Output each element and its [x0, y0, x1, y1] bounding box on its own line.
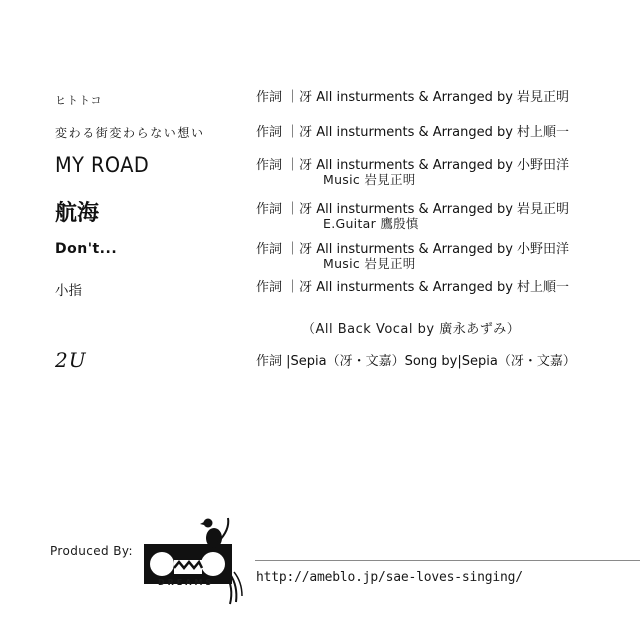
track-title: MY ROAD	[55, 153, 150, 177]
website-link[interactable]: http://ameblo.jp/sae-loves-singing/	[256, 570, 523, 585]
track-sub-credit: Music 岩見正明	[323, 256, 416, 271]
track-credit: 作詞 ｜冴 All insturments & Arranged by 村上順一	[256, 125, 570, 140]
track-credit: 作詞 |Sepia（冴・文嘉）Song by|Sepia（冴・文嘉）	[256, 354, 576, 369]
track-credit: 作詞 ｜冴 All insturments & Arranged by 岩見正明	[256, 202, 570, 217]
track-sub-credit: Music 岩見正明	[323, 172, 416, 187]
track-title: 小指	[55, 283, 82, 299]
track-title: 変わる街変わらない想い	[55, 126, 205, 140]
track-sub-credit: E.Guitar 鷹殷慎	[323, 216, 419, 231]
track-title: 航海	[55, 201, 100, 226]
logo-wordmark: DREAMS	[158, 578, 215, 587]
track-credit: 作詞 ｜冴 All insturments & Arranged by 村上順一	[256, 280, 570, 295]
track-row	[0, 350, 640, 390]
track-title: Don't...	[55, 241, 118, 257]
divider	[255, 560, 640, 561]
back-vocal-credit: （All Back Vocal by 廣永あずみ）	[302, 322, 521, 337]
track-row	[0, 279, 640, 319]
track-title: ヒトトコ	[55, 94, 103, 107]
dreams-logo-icon	[138, 512, 250, 606]
track-row	[0, 153, 640, 196]
track-row	[0, 200, 640, 240]
track-row	[0, 241, 640, 281]
track-title: 2U	[55, 348, 87, 372]
track-credit: 作詞 ｜冴 All insturments & Arranged by 岩見正明	[256, 90, 570, 105]
track-credit: 作詞 ｜冴 All insturments & Arranged by 小野田洋	[256, 242, 570, 257]
track-credit: 作詞 ｜冴 All insturments & Arranged by 小野田洋	[256, 158, 570, 173]
produced-by-label: Produced By:	[50, 544, 133, 558]
